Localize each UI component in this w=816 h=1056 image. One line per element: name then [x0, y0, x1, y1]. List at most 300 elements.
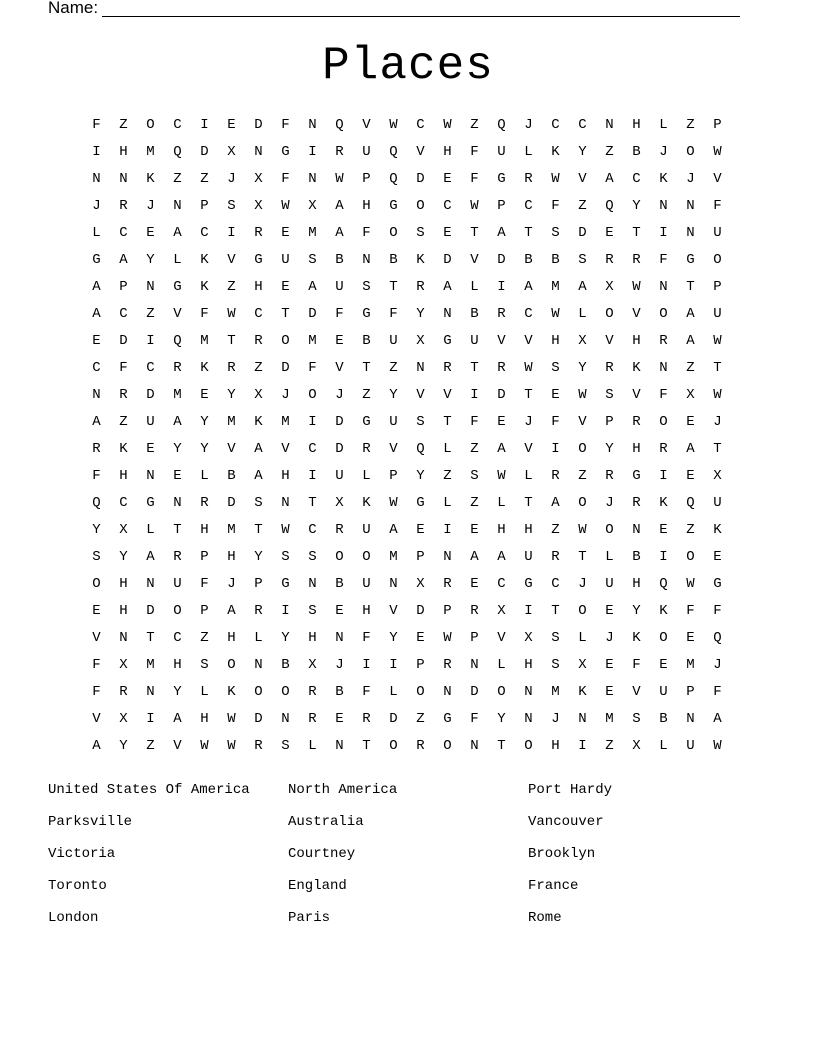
grid-letter: H — [632, 333, 641, 349]
grid-row — [83, 490, 731, 517]
grid-letter: R — [497, 306, 506, 322]
grid-letter: R — [362, 441, 371, 457]
grid-letter: A — [524, 279, 533, 295]
grid-letter: D — [470, 684, 479, 700]
grid-letter: R — [335, 144, 344, 160]
grid-letter: S — [227, 198, 236, 214]
grid-letter: T — [308, 495, 317, 511]
grid-letter: Z — [146, 306, 155, 322]
grid-letter: O — [92, 576, 101, 592]
grid-letter: C — [254, 306, 263, 322]
grid-letter: A — [713, 711, 722, 727]
grid-letter: D — [335, 414, 344, 430]
grid-letter: P — [254, 576, 263, 592]
grid-letter: J — [524, 117, 533, 133]
grid-letter: N — [389, 576, 398, 592]
grid-letter: W — [443, 117, 452, 133]
grid-letter: O — [659, 306, 668, 322]
grid-letter: S — [551, 360, 560, 376]
grid-letter: Z — [227, 279, 236, 295]
word-list-item: Vancouver — [528, 814, 604, 830]
grid-letter: N — [524, 684, 533, 700]
grid-letter: J — [227, 576, 236, 592]
grid-letter: T — [686, 279, 695, 295]
grid-letter: Y — [632, 603, 641, 619]
grid-letter: Y — [578, 144, 587, 160]
grid-letter: V — [173, 738, 182, 754]
grid-row — [83, 328, 731, 355]
grid-letter: T — [146, 630, 155, 646]
grid-letter: Y — [146, 252, 155, 268]
grid-letter: F — [551, 414, 560, 430]
grid-letter: A — [92, 738, 101, 754]
grid-letter: A — [227, 603, 236, 619]
grid-letter: F — [92, 468, 101, 484]
grid-letter: Y — [227, 387, 236, 403]
grid-letter: J — [605, 495, 614, 511]
grid-letter: K — [659, 495, 668, 511]
grid-letter: E — [92, 333, 101, 349]
grid-letter: W — [281, 198, 290, 214]
grid-letter: Z — [146, 738, 155, 754]
grid-letter: X — [119, 657, 128, 673]
grid-letter: B — [227, 468, 236, 484]
grid-letter: Y — [200, 441, 209, 457]
grid-letter: V — [416, 144, 425, 160]
grid-letter: B — [659, 711, 668, 727]
grid-letter: E — [605, 657, 614, 673]
grid-letter: F — [362, 684, 371, 700]
grid-letter: S — [551, 225, 560, 241]
grid-letter: R — [119, 387, 128, 403]
grid-letter: N — [443, 549, 452, 565]
grid-letter: T — [524, 495, 533, 511]
grid-letter: A — [92, 306, 101, 322]
grid-letter: E — [443, 171, 452, 187]
grid-letter: X — [254, 387, 263, 403]
grid-letter: H — [227, 549, 236, 565]
name-blank-line[interactable] — [102, 0, 740, 17]
grid-letter: K — [551, 144, 560, 160]
grid-letter: Z — [470, 117, 479, 133]
grid-letter: P — [443, 603, 452, 619]
grid-letter: F — [281, 171, 290, 187]
grid-letter: M — [551, 684, 560, 700]
grid-letter: V — [497, 333, 506, 349]
grid-letter: K — [659, 603, 668, 619]
grid-letter: P — [497, 198, 506, 214]
grid-letter: N — [362, 252, 371, 268]
grid-letter: N — [632, 522, 641, 538]
grid-letter: I — [659, 468, 668, 484]
grid-row — [83, 139, 731, 166]
grid-letter: O — [443, 738, 452, 754]
grid-letter: W — [551, 171, 560, 187]
grid-letter: I — [389, 657, 398, 673]
grid-letter: W — [713, 738, 722, 754]
grid-letter: M — [200, 333, 209, 349]
grid-letter: E — [200, 387, 209, 403]
grid-letter: V — [227, 441, 236, 457]
grid-letter: G — [254, 252, 263, 268]
grid-letter: F — [659, 252, 668, 268]
grid-letter: I — [308, 144, 317, 160]
grid-letter: Y — [92, 522, 101, 538]
grid-letter: D — [416, 171, 425, 187]
grid-letter: N — [308, 576, 317, 592]
grid-letter: T — [551, 603, 560, 619]
grid-letter: R — [443, 657, 452, 673]
grid-letter: I — [470, 387, 479, 403]
grid-letter: N — [335, 738, 344, 754]
grid-letter: D — [335, 441, 344, 457]
grid-letter: Q — [389, 171, 398, 187]
grid-letter: R — [416, 279, 425, 295]
grid-letter: F — [632, 657, 641, 673]
grid-letter: N — [686, 225, 695, 241]
grid-letter: Z — [686, 360, 695, 376]
grid-letter: J — [335, 657, 344, 673]
grid-letter: O — [335, 549, 344, 565]
grid-letter: A — [119, 252, 128, 268]
grid-letter: O — [389, 225, 398, 241]
grid-letter: U — [389, 414, 398, 430]
grid-letter: I — [551, 441, 560, 457]
grid-letter: T — [713, 360, 722, 376]
grid-letter: S — [281, 738, 290, 754]
grid-letter: W — [578, 387, 587, 403]
grid-letter: X — [686, 387, 695, 403]
grid-letter: R — [551, 549, 560, 565]
grid-letter: E — [686, 414, 695, 430]
grid-letter: V — [524, 441, 533, 457]
grid-letter: V — [389, 441, 398, 457]
grid-letter: I — [308, 414, 317, 430]
grid-letter: X — [524, 630, 533, 646]
grid-letter: J — [551, 711, 560, 727]
grid-letter: P — [119, 279, 128, 295]
grid-letter: A — [308, 279, 317, 295]
grid-letter: W — [389, 117, 398, 133]
grid-letter: H — [551, 738, 560, 754]
grid-letter: T — [524, 387, 533, 403]
grid-letter: D — [227, 495, 236, 511]
grid-letter: C — [146, 360, 155, 376]
grid-letter: N — [254, 657, 263, 673]
grid-letter: G — [524, 576, 533, 592]
grid-letter: C — [551, 576, 560, 592]
grid-letter: U — [389, 333, 398, 349]
grid-letter: Q — [497, 117, 506, 133]
grid-letter: N — [605, 117, 614, 133]
grid-letter: O — [659, 414, 668, 430]
grid-letter: R — [119, 198, 128, 214]
grid-letter: N — [470, 738, 479, 754]
grid-letter: Z — [551, 522, 560, 538]
grid-letter: A — [470, 549, 479, 565]
grid-letter: V — [632, 306, 641, 322]
grid-letter: S — [362, 279, 371, 295]
grid-letter: S — [551, 630, 560, 646]
grid-row — [83, 463, 731, 490]
grid-letter: A — [497, 441, 506, 457]
grid-letter: Q — [605, 198, 614, 214]
grid-letter: D — [254, 117, 263, 133]
grid-letter: M — [308, 333, 317, 349]
grid-letter: R — [605, 252, 614, 268]
grid-letter: I — [659, 549, 668, 565]
grid-letter: O — [308, 387, 317, 403]
grid-letter: N — [146, 468, 155, 484]
grid-letter: W — [713, 333, 722, 349]
grid-letter: O — [146, 117, 155, 133]
grid-letter: G — [146, 495, 155, 511]
word-list-item: Rome — [528, 910, 562, 926]
word-list-item: Toronto — [48, 878, 107, 894]
grid-letter: A — [686, 441, 695, 457]
word-list-item: Brooklyn — [528, 846, 596, 862]
grid-letter: B — [335, 576, 344, 592]
grid-letter: C — [92, 360, 101, 376]
word-list-item: Port Hardy — [528, 782, 613, 798]
grid-row — [83, 409, 731, 436]
grid-letter: N — [659, 198, 668, 214]
grid-letter: J — [524, 414, 533, 430]
grid-letter: I — [578, 738, 587, 754]
grid-letter: Z — [470, 441, 479, 457]
grid-letter: F — [470, 414, 479, 430]
grid-letter: U — [524, 549, 533, 565]
grid-letter: S — [308, 549, 317, 565]
grid-letter: U — [173, 576, 182, 592]
grid-letter: V — [389, 603, 398, 619]
grid-letter: E — [335, 711, 344, 727]
grid-letter: D — [497, 387, 506, 403]
grid-letter: U — [335, 468, 344, 484]
grid-letter: Y — [632, 198, 641, 214]
grid-letter: W — [227, 738, 236, 754]
grid-letter: T — [227, 333, 236, 349]
grid-letter: K — [146, 171, 155, 187]
grid-letter: N — [659, 360, 668, 376]
grid-row — [83, 571, 731, 598]
grid-letter: V — [578, 414, 587, 430]
grid-letter: O — [227, 657, 236, 673]
grid-letter: Y — [578, 360, 587, 376]
grid-letter: N — [119, 630, 128, 646]
grid-letter: N — [173, 495, 182, 511]
grid-letter: J — [281, 387, 290, 403]
grid-row — [83, 706, 731, 733]
grid-letter: J — [335, 387, 344, 403]
grid-letter: T — [389, 279, 398, 295]
grid-letter: L — [605, 549, 614, 565]
grid-letter: E — [173, 468, 182, 484]
grid-letter: S — [551, 657, 560, 673]
grid-letter: L — [659, 117, 668, 133]
grid-letter: I — [659, 225, 668, 241]
grid-letter: K — [659, 171, 668, 187]
grid-letter: V — [632, 684, 641, 700]
grid-letter: I — [281, 603, 290, 619]
grid-letter: N — [470, 657, 479, 673]
grid-letter: R — [254, 333, 263, 349]
grid-letter: U — [713, 225, 722, 241]
grid-letter: I — [308, 468, 317, 484]
grid-letter: K — [578, 684, 587, 700]
grid-letter: L — [308, 738, 317, 754]
grid-letter: B — [632, 144, 641, 160]
grid-letter: I — [497, 279, 506, 295]
grid-letter: Z — [686, 117, 695, 133]
grid-letter: M — [605, 711, 614, 727]
grid-letter: H — [119, 576, 128, 592]
grid-row — [83, 193, 731, 220]
grid-letter: C — [416, 117, 425, 133]
grid-letter: F — [281, 117, 290, 133]
grid-letter: W — [497, 468, 506, 484]
grid-letter: G — [443, 333, 452, 349]
grid-letter: R — [254, 738, 263, 754]
grid-letter: G — [362, 306, 371, 322]
grid-letter: H — [551, 333, 560, 349]
grid-letter: G — [632, 468, 641, 484]
grid-letter: E — [416, 630, 425, 646]
grid-letter: S — [308, 252, 317, 268]
grid-letter: H — [200, 711, 209, 727]
grid-letter: U — [497, 144, 506, 160]
grid-letter: H — [308, 630, 317, 646]
grid-letter: H — [497, 522, 506, 538]
grid-letter: X — [254, 198, 263, 214]
grid-letter: A — [92, 279, 101, 295]
word-list-item: United States Of America — [48, 782, 250, 798]
grid-letter: F — [335, 306, 344, 322]
grid-letter: V — [713, 171, 722, 187]
grid-letter: Z — [254, 360, 263, 376]
grid-letter: C — [524, 306, 533, 322]
grid-letter: O — [578, 603, 587, 619]
grid-letter: O — [659, 630, 668, 646]
grid-letter: V — [578, 171, 587, 187]
grid-row — [83, 517, 731, 544]
grid-letter: M — [227, 522, 236, 538]
grid-letter: W — [443, 630, 452, 646]
grid-letter: L — [659, 738, 668, 754]
grid-letter: X — [605, 279, 614, 295]
grid-letter: U — [470, 333, 479, 349]
grid-letter: R — [551, 468, 560, 484]
grid-letter: N — [416, 360, 425, 376]
grid-letter: L — [524, 144, 533, 160]
grid-letter: F — [659, 387, 668, 403]
grid-letter: L — [389, 684, 398, 700]
grid-letter: W — [686, 576, 695, 592]
grid-letter: Z — [578, 468, 587, 484]
grid-letter: V — [92, 630, 101, 646]
grid-letter: R — [632, 252, 641, 268]
grid-letter: X — [335, 495, 344, 511]
grid-letter: S — [605, 387, 614, 403]
grid-letter: W — [551, 306, 560, 322]
grid-letter: I — [524, 603, 533, 619]
grid-letter: E — [281, 225, 290, 241]
grid-letter: Z — [119, 117, 128, 133]
grid-letter: B — [335, 684, 344, 700]
grid-letter: E — [146, 441, 155, 457]
grid-letter: Q — [389, 144, 398, 160]
grid-letter: C — [308, 441, 317, 457]
grid-letter: F — [92, 684, 101, 700]
grid-letter: U — [281, 252, 290, 268]
grid-row — [83, 301, 731, 328]
grid-letter: R — [632, 495, 641, 511]
grid-letter: H — [443, 144, 452, 160]
grid-letter: A — [146, 549, 155, 565]
grid-letter: G — [497, 171, 506, 187]
grid-letter: L — [254, 630, 263, 646]
grid-letter: E — [470, 522, 479, 538]
grid-letter: J — [605, 630, 614, 646]
grid-letter: H — [119, 468, 128, 484]
grid-letter: Z — [605, 738, 614, 754]
grid-letter: F — [362, 630, 371, 646]
grid-letter: E — [497, 414, 506, 430]
grid-letter: U — [659, 684, 668, 700]
grid-letter: P — [389, 468, 398, 484]
grid-letter: C — [632, 171, 641, 187]
grid-letter: E — [146, 225, 155, 241]
grid-letter: S — [632, 711, 641, 727]
grid-letter: D — [146, 603, 155, 619]
grid-letter: I — [443, 522, 452, 538]
grid-letter: N — [686, 711, 695, 727]
grid-letter: S — [92, 549, 101, 565]
grid-letter: Y — [605, 441, 614, 457]
grid-letter: Z — [173, 171, 182, 187]
grid-letter: J — [578, 576, 587, 592]
grid-letter: F — [389, 306, 398, 322]
grid-letter: K — [254, 414, 263, 430]
grid-letter: L — [497, 495, 506, 511]
grid-letter: P — [686, 684, 695, 700]
grid-letter: V — [173, 306, 182, 322]
grid-letter: F — [92, 657, 101, 673]
grid-letter: F — [686, 603, 695, 619]
grid-letter: G — [92, 252, 101, 268]
grid-letter: I — [146, 333, 155, 349]
grid-letter: K — [200, 360, 209, 376]
grid-letter: M — [146, 657, 155, 673]
grid-letter: O — [281, 333, 290, 349]
grid-letter: X — [578, 657, 587, 673]
grid-letter: B — [632, 549, 641, 565]
grid-letter: D — [119, 333, 128, 349]
grid-letter: O — [362, 549, 371, 565]
grid-letter: L — [146, 522, 155, 538]
grid-letter: I — [200, 117, 209, 133]
grid-letter: E — [335, 603, 344, 619]
grid-letter: Y — [119, 738, 128, 754]
word-list — [48, 778, 768, 938]
grid-letter: H — [200, 522, 209, 538]
grid-letter: G — [686, 252, 695, 268]
grid-row — [83, 247, 731, 274]
grid-letter: J — [686, 171, 695, 187]
grid-letter: F — [713, 603, 722, 619]
grid-letter: F — [470, 711, 479, 727]
grid-row — [83, 382, 731, 409]
